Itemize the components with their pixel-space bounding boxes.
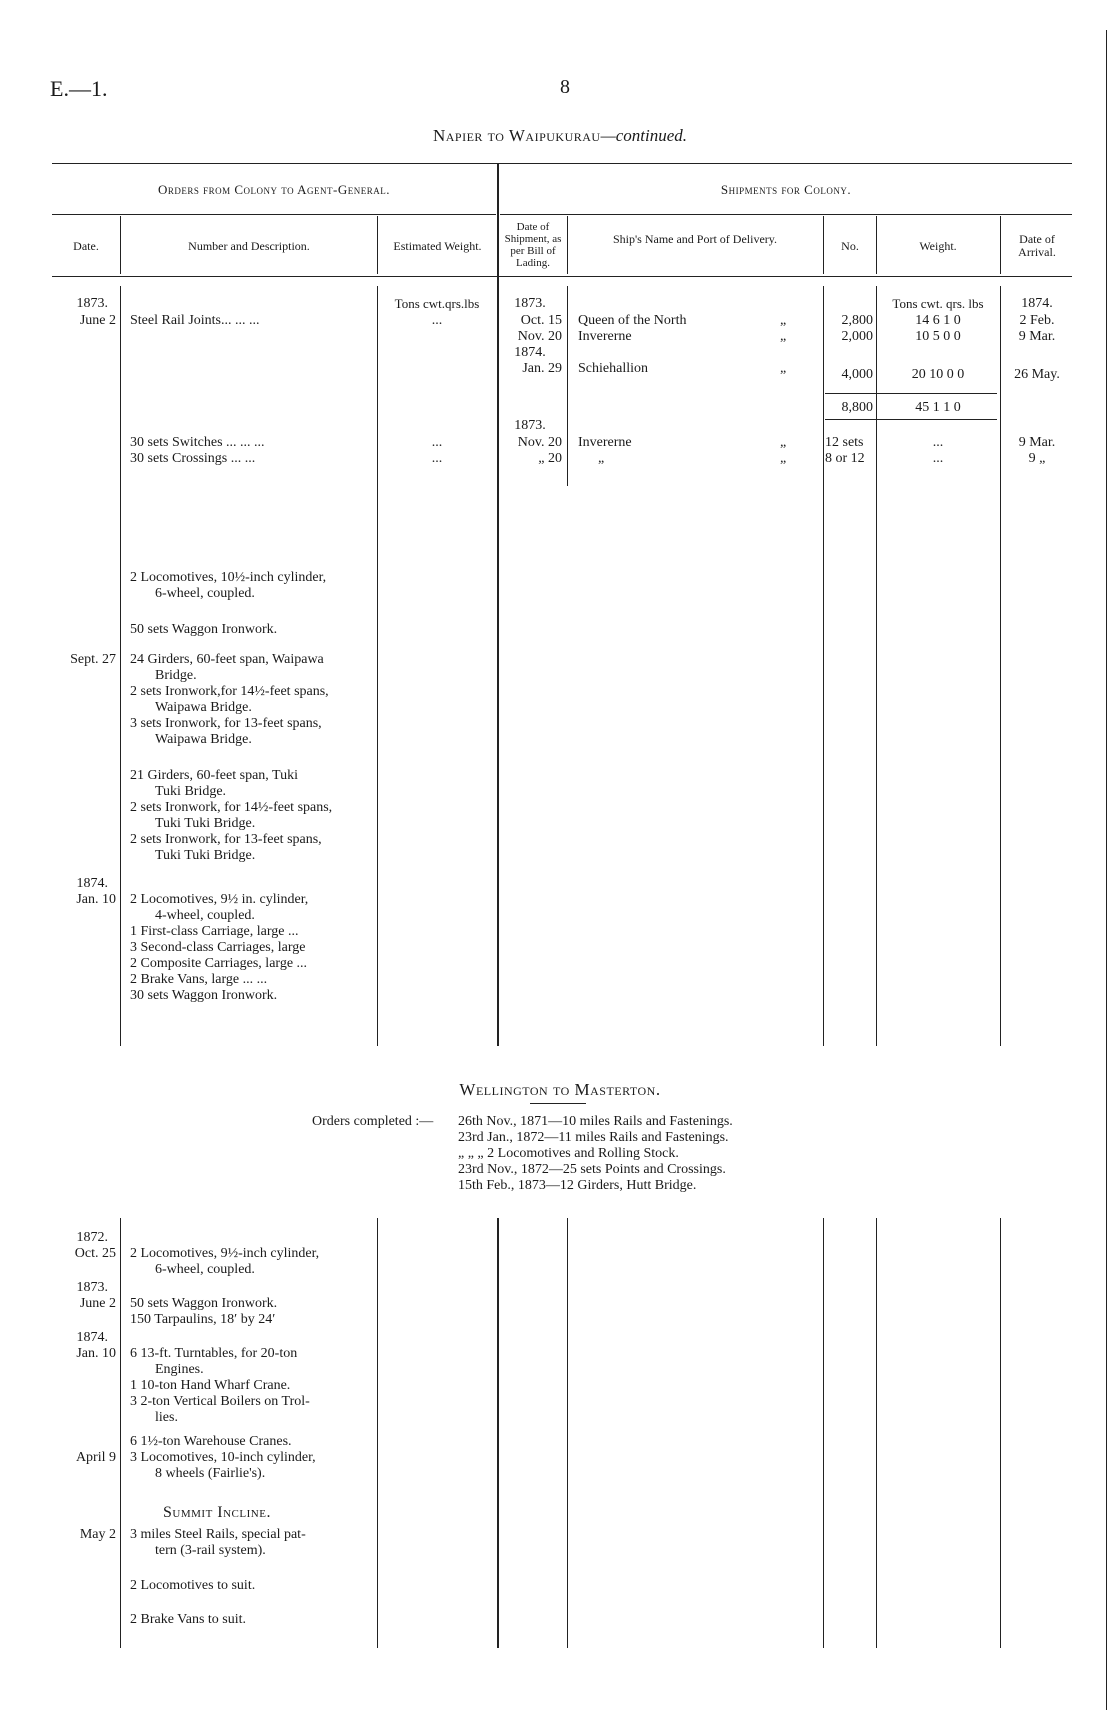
description-line: 6-wheel, coupled. bbox=[155, 1262, 255, 1277]
est-weight-units: Tons cwt.qrs.lbs bbox=[394, 296, 480, 311]
description-line: Steel Rail Joints... ... ... bbox=[130, 313, 260, 328]
col-rule bbox=[567, 1218, 568, 1648]
description-line: Tuki Tuki Bridge. bbox=[155, 816, 256, 831]
arrival-date: 9 „ bbox=[1028, 451, 1046, 466]
ship-name: Queen of the North bbox=[578, 313, 687, 328]
description-line: 2 Locomotives, 10½-inch cylinder, bbox=[130, 570, 327, 585]
weight-value: 20 10 0 0 bbox=[911, 367, 965, 382]
col-rule bbox=[567, 216, 568, 274]
section-title-underline bbox=[530, 1103, 586, 1104]
date-cell: 1874. bbox=[76, 876, 108, 891]
weight-value: 45 1 1 0 bbox=[915, 400, 961, 415]
col-rule bbox=[377, 1218, 378, 1648]
port-mark: „ bbox=[780, 451, 787, 466]
order-line: „ „ „ 2 Locomotives and Rolling Stock. bbox=[458, 1146, 679, 1161]
date-cell: 1873. bbox=[76, 296, 108, 311]
title-suffix: —continued. bbox=[600, 126, 688, 145]
description-line: 2 Brake Vans to suit. bbox=[130, 1612, 247, 1627]
description-line: Engines. bbox=[155, 1362, 204, 1377]
quantity: 8,800 bbox=[841, 400, 873, 415]
arrival-date: 2 Feb. bbox=[1019, 313, 1055, 328]
group-orders-header: Orders from Colony to Agent-General. bbox=[157, 182, 391, 197]
header-number-description: Number and Description. bbox=[188, 239, 310, 253]
port-mark: „ bbox=[780, 313, 787, 328]
description-line: 4-wheel, coupled. bbox=[155, 908, 255, 923]
description-line: Bridge. bbox=[155, 668, 197, 683]
col-rule bbox=[823, 1218, 824, 1648]
group-shipments-header: Shipments for Colony. bbox=[720, 182, 852, 197]
quantity: 2,800 bbox=[841, 313, 873, 328]
shipment-date: 1874. bbox=[514, 345, 546, 360]
date-cell: May 2 bbox=[79, 1527, 116, 1542]
description-line: 2 sets Ironwork,for 14½-feet spans, bbox=[130, 684, 329, 699]
subsection-summit-incline: Summit Incline. bbox=[163, 1504, 271, 1521]
order-line: 15th Feb., 1873—12 Girders, Hutt Bridge. bbox=[458, 1178, 697, 1193]
description-line: 3 miles Steel Rails, special pat- bbox=[130, 1527, 306, 1542]
description-line: 6-wheel, coupled. bbox=[155, 586, 255, 601]
port-mark: „ bbox=[780, 435, 787, 450]
description-line: 6 13-ft. Turntables, for 20-ton bbox=[130, 1346, 298, 1361]
header-date-shipment: Date of Shipment, as per Bill of Lading. bbox=[504, 221, 562, 269]
description-line: tern (3-rail system). bbox=[155, 1543, 266, 1558]
quantity: 4,000 bbox=[841, 367, 873, 382]
subtotal-rule bbox=[825, 393, 997, 394]
weight-value: 10 5 0 0 bbox=[915, 329, 961, 344]
shipment-date: 1873. bbox=[514, 296, 546, 311]
weight-value: 14 6 1 0 bbox=[915, 313, 961, 328]
order-line: 23rd Nov., 1872—25 sets Points and Crossings. bbox=[458, 1162, 726, 1177]
page-title bbox=[300, 126, 820, 146]
header-weight: Weight. bbox=[919, 239, 957, 253]
col-rule-main bbox=[497, 164, 499, 1046]
orders-completed-label: Orders completed :— bbox=[312, 1114, 434, 1129]
quantity: 8 or 12 bbox=[825, 451, 865, 466]
ship-name: Invererne bbox=[578, 435, 632, 450]
header-date: Date. bbox=[73, 239, 99, 253]
col-rule bbox=[567, 286, 568, 486]
col-rule bbox=[377, 286, 378, 1046]
description-line: 3 2-ton Vertical Boilers on Trol- bbox=[130, 1394, 310, 1409]
description-line: 2 Locomotives, 9½-inch cylinder, bbox=[130, 1246, 320, 1261]
shipments-group-rule bbox=[500, 214, 1072, 215]
col-rule bbox=[1000, 286, 1001, 1046]
description-line: 24 Girders, 60-feet span, Waipawa bbox=[130, 652, 324, 667]
shipment-date: Oct. 15 bbox=[520, 313, 562, 328]
description-line: 21 Girders, 60-feet span, Tuki bbox=[130, 768, 298, 783]
header-ship: Ship's Name and Port of Delivery. bbox=[612, 232, 778, 246]
col-rule bbox=[377, 216, 378, 274]
date-cell: Jan. 10 bbox=[76, 892, 116, 907]
header-date-arrival: Date of Arrival. bbox=[1018, 232, 1056, 259]
port-mark: „ bbox=[780, 361, 787, 376]
shipment-date: Jan. 29 bbox=[522, 361, 562, 376]
weight-units: Tons cwt. qrs. lbs bbox=[892, 296, 984, 311]
table-top-rule bbox=[52, 163, 1072, 164]
description-line: 8 wheels (Fairlie's). bbox=[155, 1466, 266, 1481]
title-text: Napier to Waipukurau bbox=[432, 126, 601, 145]
col-rule bbox=[1000, 216, 1001, 274]
description-line: 1 10-ton Hand Wharf Crane. bbox=[130, 1378, 291, 1393]
description-line: 50 sets Waggon Ironwork. bbox=[130, 622, 278, 637]
description-line: 30 sets Waggon Ironwork. bbox=[130, 988, 278, 1003]
description-line: 3 sets Ironwork, for 13-feet spans, bbox=[130, 716, 322, 731]
weight-value: ... bbox=[932, 451, 944, 466]
date-cell: Sept. 27 bbox=[70, 652, 116, 667]
description-line: 3 Second-class Carriages, large bbox=[130, 940, 306, 955]
est-weight-value: ... bbox=[431, 451, 443, 466]
col-rule bbox=[823, 286, 824, 1046]
description-line: 30 sets Crossings ... ... bbox=[130, 451, 256, 466]
col-rule bbox=[120, 286, 121, 1046]
description-line: lies. bbox=[155, 1410, 178, 1425]
description-line: 2 sets Ironwork, for 14½-feet spans, bbox=[130, 800, 333, 815]
date-cell: Oct. 25 bbox=[74, 1246, 116, 1261]
description-line: 2 Locomotives, 9½ in. cylinder, bbox=[130, 892, 309, 907]
ship-name: Schiehallion bbox=[578, 361, 648, 376]
weight-value: ... bbox=[932, 435, 944, 450]
header-estimated-weight: Estimated Weight. bbox=[393, 239, 482, 253]
description-line: 6 1½-ton Warehouse Cranes. bbox=[130, 1434, 292, 1449]
col-rule bbox=[120, 1218, 121, 1648]
page-number: 8 bbox=[560, 76, 570, 98]
header-no: No. bbox=[841, 239, 859, 253]
shipment-date: 1873. bbox=[514, 418, 546, 433]
description-line: Tuki Tuki Bridge. bbox=[155, 848, 256, 863]
description-line: 2 sets Ironwork, for 13-feet spans, bbox=[130, 832, 322, 847]
port-mark: „ bbox=[780, 329, 787, 344]
orders-group-rule bbox=[52, 214, 496, 215]
arrival-date: 1874. bbox=[1021, 296, 1053, 311]
date-cell: 1872. bbox=[76, 1230, 108, 1245]
date-cell: June 2 bbox=[79, 1296, 116, 1311]
description-line: 50 sets Waggon Ironwork. bbox=[130, 1296, 278, 1311]
description-line: 30 sets Switches ... ... ... bbox=[130, 435, 265, 450]
date-cell: June 2 bbox=[79, 313, 116, 328]
col-rule bbox=[823, 216, 824, 274]
shipment-date: Nov. 20 bbox=[517, 329, 562, 344]
col-rule bbox=[876, 216, 877, 274]
date-cell: April 9 bbox=[75, 1450, 116, 1465]
description-line: Tuki Bridge. bbox=[155, 784, 227, 799]
col-rule-main bbox=[497, 1218, 499, 1648]
description-line: 2 Composite Carriages, large ... bbox=[130, 956, 308, 971]
quantity: 12 sets bbox=[825, 435, 864, 450]
est-weight-value: ... bbox=[431, 313, 443, 328]
ship-name: „ bbox=[598, 451, 605, 466]
order-line: 26th Nov., 1871—10 miles Rails and Fastenings. bbox=[458, 1114, 733, 1129]
page-edge-rule bbox=[1106, 30, 1107, 1710]
section-title-wellington: Wellington to Masterton. bbox=[459, 1080, 661, 1099]
description-line: 1 First-class Carriage, large ... bbox=[130, 924, 299, 939]
arrival-date: 9 Mar. bbox=[1018, 435, 1056, 450]
description-line: 2 Brake Vans, large ... ... bbox=[130, 972, 268, 987]
shipment-date: Nov. 20 bbox=[517, 435, 562, 450]
date-cell: Jan. 10 bbox=[76, 1346, 116, 1361]
col-rule bbox=[1000, 1218, 1001, 1648]
col-rule bbox=[876, 1218, 877, 1648]
date-cell: 1873. bbox=[76, 1280, 108, 1295]
ship-name: Invererne bbox=[578, 329, 632, 344]
date-cell: 1874. bbox=[76, 1330, 108, 1345]
header-bottom-rule bbox=[52, 276, 1072, 277]
description-line: Waipawa Bridge. bbox=[155, 700, 252, 715]
description-line: Waipawa Bridge. bbox=[155, 732, 252, 747]
subtotal-rule bbox=[825, 419, 997, 420]
col-rule bbox=[120, 216, 121, 274]
description-line: 2 Locomotives to suit. bbox=[130, 1578, 256, 1593]
arrival-date: 9 Mar. bbox=[1018, 329, 1056, 344]
shipment-date: „ 20 bbox=[538, 451, 562, 466]
page-code: E.—1. bbox=[50, 76, 108, 101]
arrival-date: 26 May. bbox=[1014, 367, 1060, 382]
description-line: 3 Locomotives, 10-inch cylinder, bbox=[130, 1450, 316, 1465]
order-line: 23rd Jan., 1872—11 miles Rails and Fastenings. bbox=[458, 1130, 729, 1145]
est-weight-value: ... bbox=[431, 435, 443, 450]
description-line: 150 Tarpaulins, 18′ by 24′ bbox=[130, 1312, 276, 1327]
quantity: 2,000 bbox=[841, 329, 873, 344]
